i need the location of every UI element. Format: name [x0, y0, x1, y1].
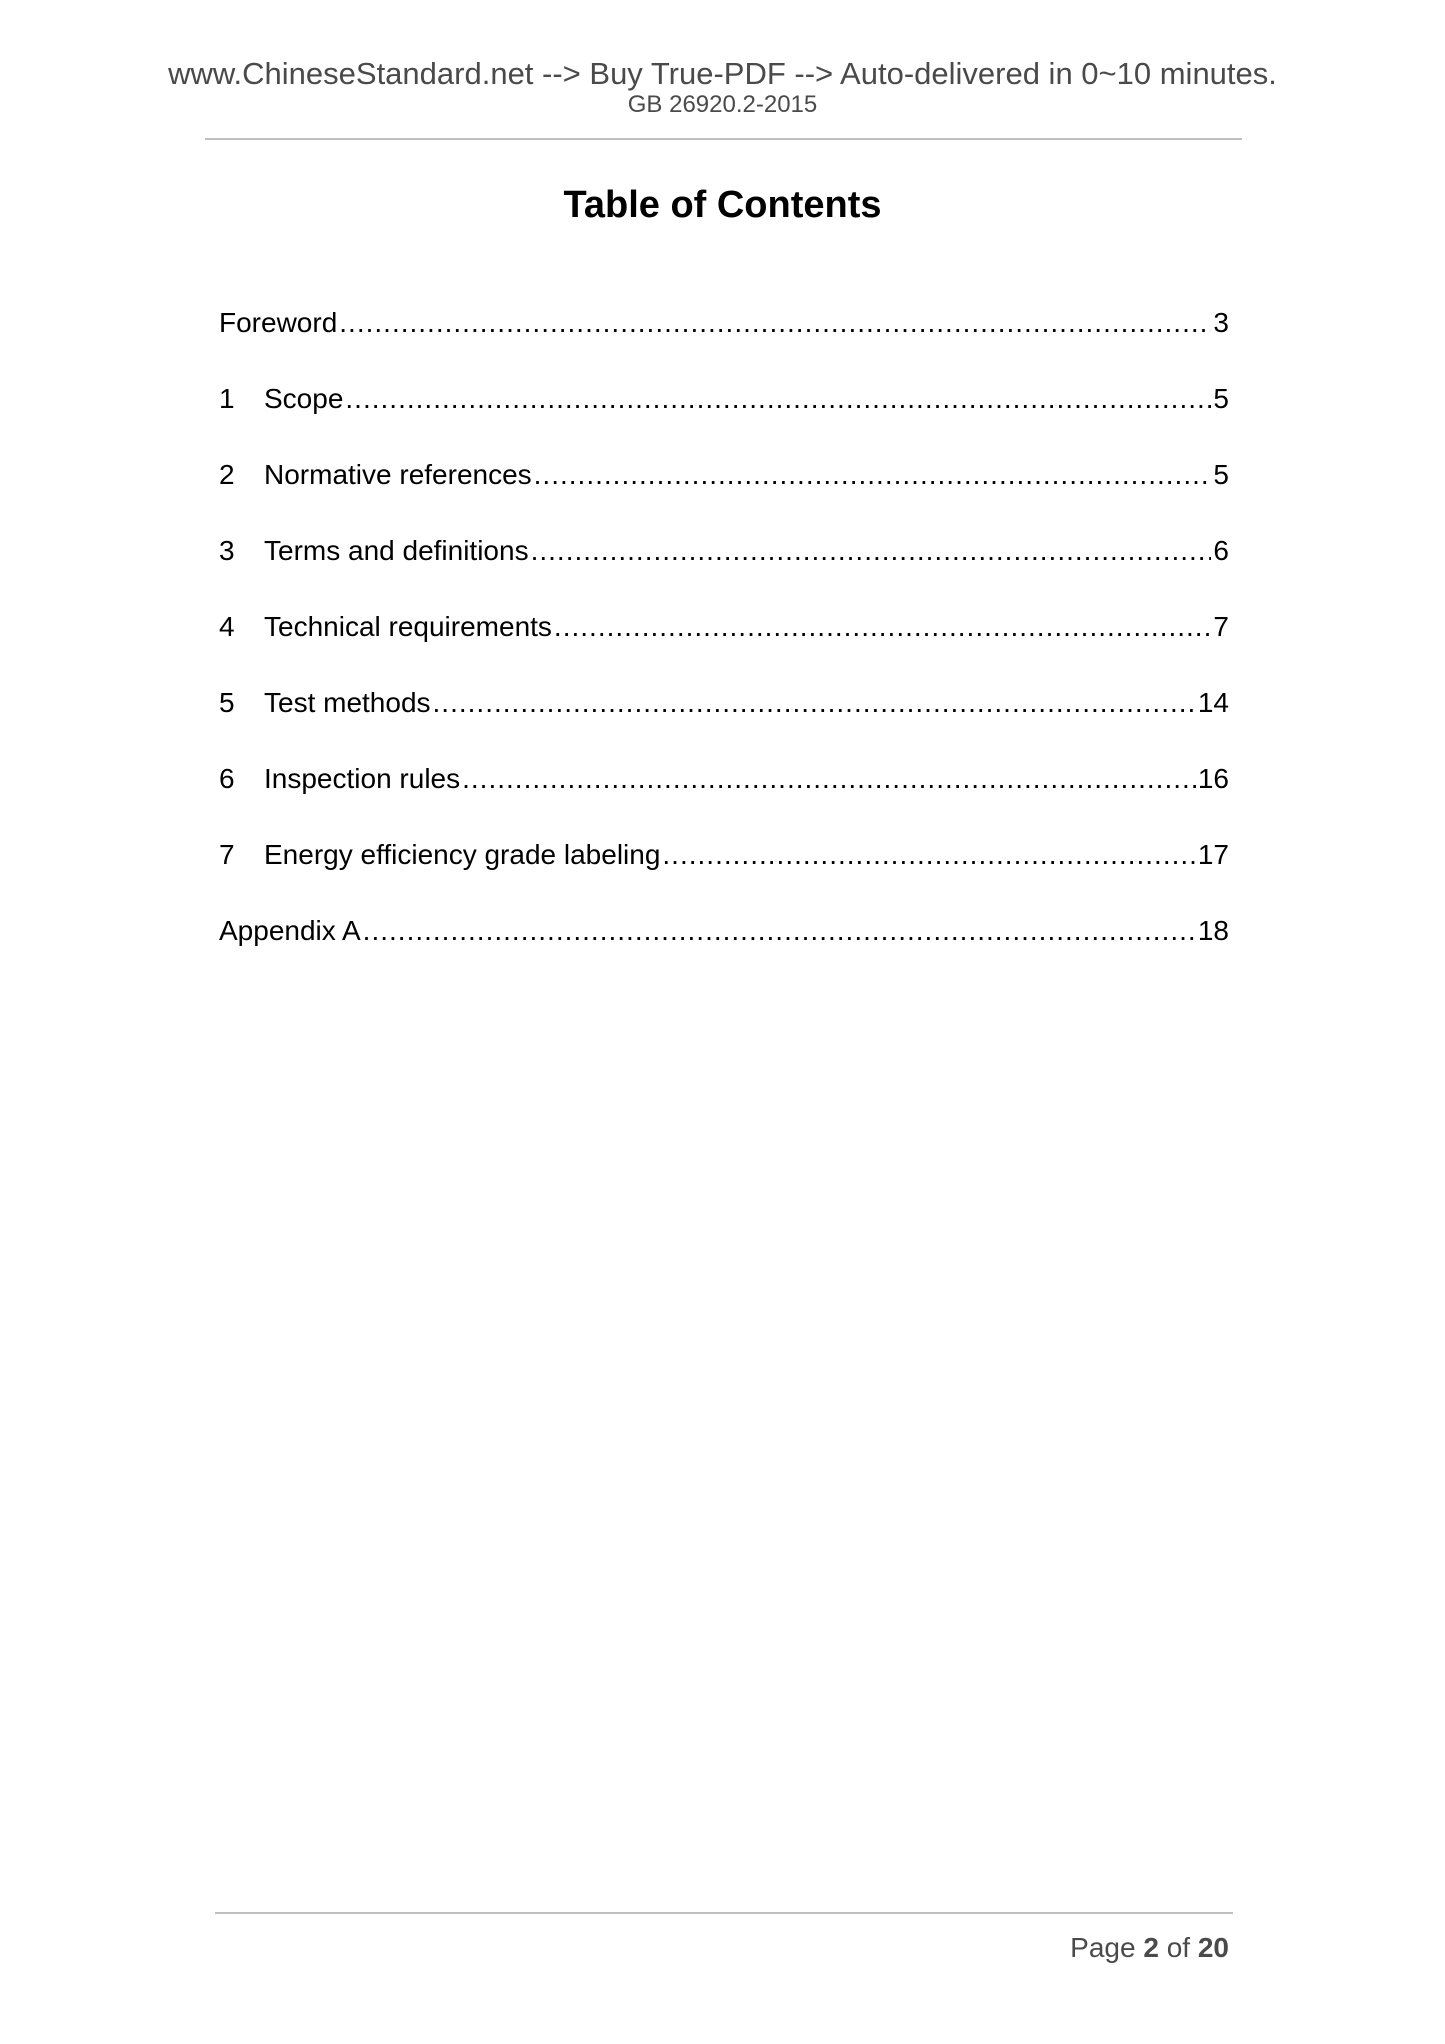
page-prefix: Page: [1070, 1932, 1136, 1963]
toc-entry-normative-references[interactable]: [219, 455, 1229, 531]
toc-entry-label: Normative references: [264, 459, 532, 490]
toc-entry-terms-and-definitions[interactable]: [219, 531, 1229, 607]
toc-entry-label: Terms and definitions: [264, 535, 529, 566]
toc-leader-dots: [363, 911, 1196, 951]
toc-entry-technical-requirements[interactable]: [219, 607, 1229, 683]
toc-leader-dots: [462, 759, 1196, 799]
toc-entry-page: 16: [1197, 763, 1229, 794]
toc-entry-foreword[interactable]: [219, 303, 1229, 379]
toc-entry-scope[interactable]: [219, 379, 1229, 455]
toc-entry-energy-efficiency-grade-labeling[interactable]: [219, 835, 1229, 911]
toc-entry-page: 3: [1213, 307, 1229, 338]
toc-entry-label: Energy efficiency grade labeling: [264, 839, 661, 870]
toc-leader-dots: [534, 455, 1212, 495]
page-number: [1070, 1934, 1229, 1962]
toc-entry-page: 5: [1213, 383, 1229, 414]
page-of: of: [1166, 1932, 1191, 1963]
total-page-count: 20: [1197, 1932, 1229, 1963]
toc-leader-dots: [554, 607, 1212, 647]
toc-entry-page: 17: [1197, 839, 1229, 870]
toc-title: Table of Contents: [563, 184, 882, 226]
document-id: GB 26920.2-2015: [627, 91, 818, 118]
toc-entry-number: 5: [219, 687, 235, 718]
toc-entry-page: 18: [1197, 915, 1229, 946]
toc-entry-label: Appendix A: [219, 915, 361, 946]
toc-leader-dots: [433, 683, 1196, 723]
toc-entry-number: 2: [219, 459, 235, 490]
toc-list: [219, 303, 1229, 987]
toc-entry-test-methods[interactable]: [219, 683, 1229, 759]
toc-entry-inspection-rules[interactable]: [219, 759, 1229, 835]
toc-leader-dots: [339, 303, 1211, 343]
toc-entry-number: 1: [219, 383, 235, 414]
toc-entry-number: 7: [219, 839, 235, 870]
toc-entry-label: Foreword: [219, 307, 338, 338]
toc-entry-page: 7: [1213, 611, 1229, 642]
toc-entry-number: 6: [219, 763, 235, 794]
toc-entry-number: 4: [219, 611, 235, 642]
toc-entry-page: 14: [1197, 687, 1229, 718]
toc-leader-dots: [345, 379, 1211, 419]
toc-entry-page: 6: [1213, 535, 1229, 566]
site-banner: www.ChineseStandard.net --> Buy True-PDF --> Auto-delivered in 0~10 minutes.: [168, 56, 1277, 91]
toc-entry-label: Test methods: [264, 687, 431, 718]
toc-entry-appendix-a[interactable]: [219, 911, 1229, 987]
toc-leader-dots: [531, 531, 1212, 571]
toc-entry-label: Technical requirements: [264, 611, 552, 642]
toc-entry-number: 3: [219, 535, 235, 566]
header-divider: [205, 138, 1242, 140]
toc-entry-page: 5: [1213, 459, 1229, 490]
toc-entry-label: Inspection rules: [264, 763, 461, 794]
toc-entry-label: Scope: [264, 383, 344, 414]
footer-divider: [215, 1912, 1233, 1914]
toc-leader-dots: [662, 835, 1195, 875]
current-page-number: 2: [1143, 1932, 1159, 1963]
